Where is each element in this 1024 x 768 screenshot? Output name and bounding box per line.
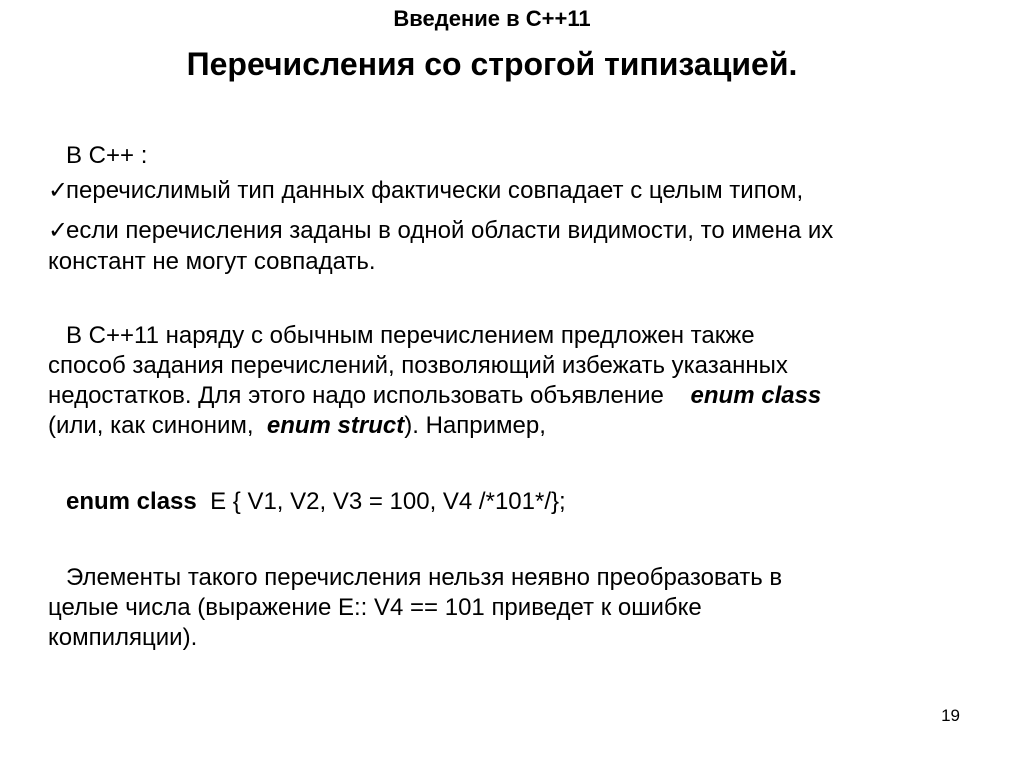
bullet-item: [48, 214, 993, 247]
bullet-continuation: [48, 246, 993, 278]
slide-title: Перечисления со строгой типизацией.: [186, 46, 798, 82]
paragraph-line: [48, 320, 993, 352]
paragraph-line: [48, 350, 993, 382]
paragraph-line: [48, 410, 993, 442]
page-number: 19: [941, 706, 960, 725]
paragraph-text: (или, как синоним,: [48, 412, 254, 439]
bullet-text: констант не могут совпадать.: [48, 248, 376, 275]
keyword-enum-struct: enum struct: [266, 412, 405, 439]
code-text: E { V1, V2, V3 = 100, V4 /*101*/};: [210, 488, 566, 515]
code-example: [48, 486, 993, 518]
keyword-enum-class: enum class: [690, 382, 822, 409]
bullet-text: если перечисления заданы в одной области видимости, то имена их: [66, 217, 834, 244]
intro-line: [48, 140, 993, 172]
paragraph-text: компиляции).: [48, 624, 198, 651]
paragraph-line: [48, 622, 993, 654]
paragraph-text: В С++11 наряду с обычным перечислением предложен также: [66, 322, 755, 349]
paragraph-text: способ задания перечислений, позволяющий избежать указанных: [48, 352, 788, 379]
code-keyword: enum class: [66, 488, 197, 515]
bullet-text: перечислимый тип данных фактически совпадает с целым типом,: [66, 177, 804, 204]
paragraph-text: целые числа (выражение E:: V4 == 101 приведет к ошибке: [48, 594, 702, 621]
intro-label: В С++ :: [66, 142, 148, 169]
paragraph-text: ). Например,: [404, 412, 546, 439]
paragraph-line: [48, 592, 993, 624]
paragraph-text: Элементы такого перечисления нельзя неявно преобразовать в: [66, 564, 783, 591]
checkmark-icon: ✓: [48, 216, 69, 244]
paragraph-line: [48, 380, 993, 412]
paragraph-line: [48, 562, 993, 594]
bullet-item: [48, 174, 993, 207]
paragraph-text: недостатков. Для этого надо использовать объявление: [48, 382, 664, 409]
slide-subtitle: Введение в С++11: [393, 6, 591, 31]
checkmark-icon: ✓: [48, 176, 69, 204]
